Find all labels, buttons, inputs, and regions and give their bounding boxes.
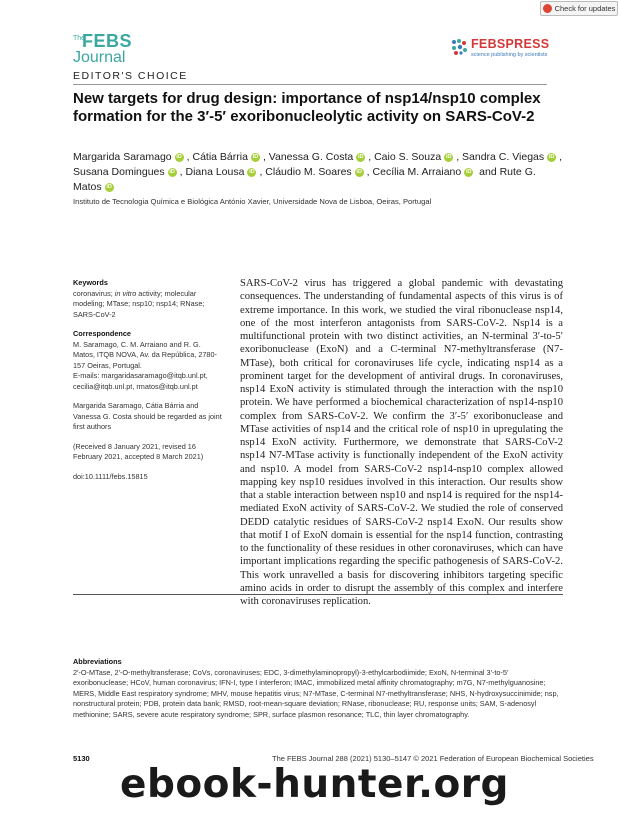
author-name[interactable]: Rute G. Matos [73,166,536,193]
abbreviations [73,657,563,720]
abbreviations-text: 2′-O-MTase, 2′-O-methyltransferase; CoVs, coronaviruses; EDC, 3-dimethylaminopropyl)-3-ethylcarbodiimide; ExoN, N-terminal 3′-to-5′ exoribonuclease; HCoV, human coronavirus; IFN-I, type I interferon; IMAC, immobilized metal affinity chromatography; m7G, N7-methylguanosine; MERS, Middle East respiratory syndrome; MHV, mouse hepatitis virus; N7-MTase, C-terminal N7-methyltransferase; NHS, N-hydroxysuccinimide; nsp, nonstructural protein; PDB, protein data bank; RMSD, root-mean-square deviation; RNase, ribonuclease; RU, response units; SAM, S-adenosyl methionine; SARS, severe acute respiratory syndrome; SPR, surface plasmon resonance; TLC, thin layer chromatography. [73,667,559,719]
check-for-updates-label: Check for updates [554,4,616,13]
orcid-icon[interactable]: iD [106,183,112,190]
joint-first-authors-note: Margarida Saramago, Cátia Bárria and Vanessa G. Costa should be regarded as joint first authors [73,401,222,431]
watermark-text: ebook-hunter.org [120,762,509,807]
orcid-icon[interactable]: iD [252,153,259,160]
crossmark-icon [543,4,552,13]
publisher-tagline: science publishing by scientists [471,52,548,58]
article-sidebar [73,278,223,482]
abbreviations-heading: Abbreviations [73,657,122,666]
section-label: EDITOR'S CHOICE [73,70,188,82]
author-name[interactable]: Diana Lousa [185,166,245,178]
publisher-name-a: FEBS [471,37,506,51]
orcid-icon[interactable]: iD [445,153,452,160]
orcid-icon[interactable]: iD [357,153,364,160]
affiliation: Instituto de Tecnologia Química e Biológica António Xavier, Universidade Nova de Lisboa, Oeiras, Portugal [73,197,432,206]
keywords: coronavirus; in vitro activity; molecular modeling; MTase; nsp10; nsp14; RNase; SARS-CoV-2 [73,288,205,319]
publisher-name-b: PRESS [505,37,550,51]
article-history: (Received 8 January 2021, revised 16 February 2021, accepted 8 March 2021) [73,441,204,461]
correspondence-heading: Correspondence [73,329,131,338]
article-title: New targets for drug design: importance of nsp14/nsp10 complex formation for the 3′-5′ exoribonucleolytic activity on SARS-CoV-2 [73,90,541,125]
header-divider [73,84,547,85]
author-name[interactable]: Caio S. Souza [374,151,442,163]
orcid-icon[interactable]: iD [169,168,175,175]
febs-press-logo [450,36,560,66]
correspondence-emails[interactable]: E-mails: margaridasaramago@itqb.unl.pt, cecilia@itqb.unl.pt, rmatos@itqb.unl.pt [73,371,208,391]
doi-link[interactable]: doi:10.1111/febs.15815 [73,471,148,481]
orcid-icon[interactable]: iD [548,153,555,160]
abstract: SARS-CoV-2 virus has triggered a global pandemic with devastating consequences. The understanding of fundamental aspects of this virus is of extreme importance. In this work, we studied the viral ribonuclease nsp14, one of the most interferon antagonists from SARS-CoV-2. Nsp14 is a multifunctional protein with two distinct activities, an N-terminal 3′-to-5′ exoribonuclease (ExoN) and a C-terminal N7-methyltransferase (N7-MTase), both critical for coronaviruses life cycle, indicating nsp14 as a prominent target for the development of antiviral drugs. In coronaviruses, nsp14 ExoN activity is stimulated through the interaction with the nsp10 protein. We have performed a biochemical characterization of nsp14-nsp10 complex from SARS-CoV-2. We confirm the 3′-5′ exoribonuclease and MTase activities of nsp14 and the critical role of nsp10 in upregulating the nsp14 ExoN activity. Furthermore, we demonstrate that SARS-CoV-2 nsp14 N7-MTase activity is functionally independent of the ExoN activity and nsp10. A model from SARS-CoV-2 nsp14-nsp10 complex allowed mapping key nsp10 residues involved in this interaction. Our results show that a stable interaction between nsp10 and nsp14 is required for the nsp14-mediated ExoN activity of SARS-CoV-2. We studied the role of conserved DEDD catalytic residues of SARS-CoV-2 nsp14 ExoN. Our results show that motif I of ExoN domain is essential for the nsp14 function, contrasting to the functionality of these residues in other coronaviruses, which can have important implications regarding the specific pathogenesis of SARS-CoV-2. This work unravelled a basis for discovering inhibitors targeting specific amino acids in order to disrupt the assembly of this complex and interfere with coronaviruses replication. [240,278,563,607]
orcid-icon[interactable]: iD [176,153,182,160]
author-name[interactable]: Cecília M. Arraiano [372,166,462,178]
author-name[interactable]: Sandra C. Viegas [462,151,545,163]
author-name[interactable]: Cátia Bárria [192,151,248,163]
author-connector: and [479,166,497,178]
orcid-icon[interactable]: iD [249,168,255,175]
check-for-updates-button[interactable] [540,1,618,16]
orcid-icon[interactable]: iD [356,168,362,175]
page-number: 5130 [73,754,90,763]
correspondence-address: M. Saramago, C. M. Arraiano and R. G. Matos, ITQB NOVA, Av. da República, 2780-157 Oeiras, Portugal. [73,339,217,370]
abstract-divider [73,594,563,595]
footer-citation: The FEBS Journal 288 (2021) 5130–5147 © 2021 Federation of European Biochemical Societies [272,754,594,763]
author-name[interactable]: Vanessa G. Costa [268,151,354,163]
author-list: Margarida Saramago iD , Cátia Bárria iD , Vanessa G. Costa iD , Caio S. Souza iD , Sandra C. Viegas iD , Susana Domingues iD , Diana Lousa iD , Cláudio M. Soares iD , Cecília M. Arraiano iD and Rute G. Matos iD [73,151,563,193]
author-name[interactable]: Cláudio M. Soares [265,166,352,178]
author-name[interactable]: Margarida Saramago [73,151,172,163]
author-name[interactable]: Susana Domingues [73,166,165,178]
orcid-icon[interactable]: iD [465,168,472,175]
febs-journal-logo: The FEBS Journal [73,31,133,66]
febs-press-mark-icon [450,38,468,56]
keywords-heading: Keywords [73,278,108,287]
